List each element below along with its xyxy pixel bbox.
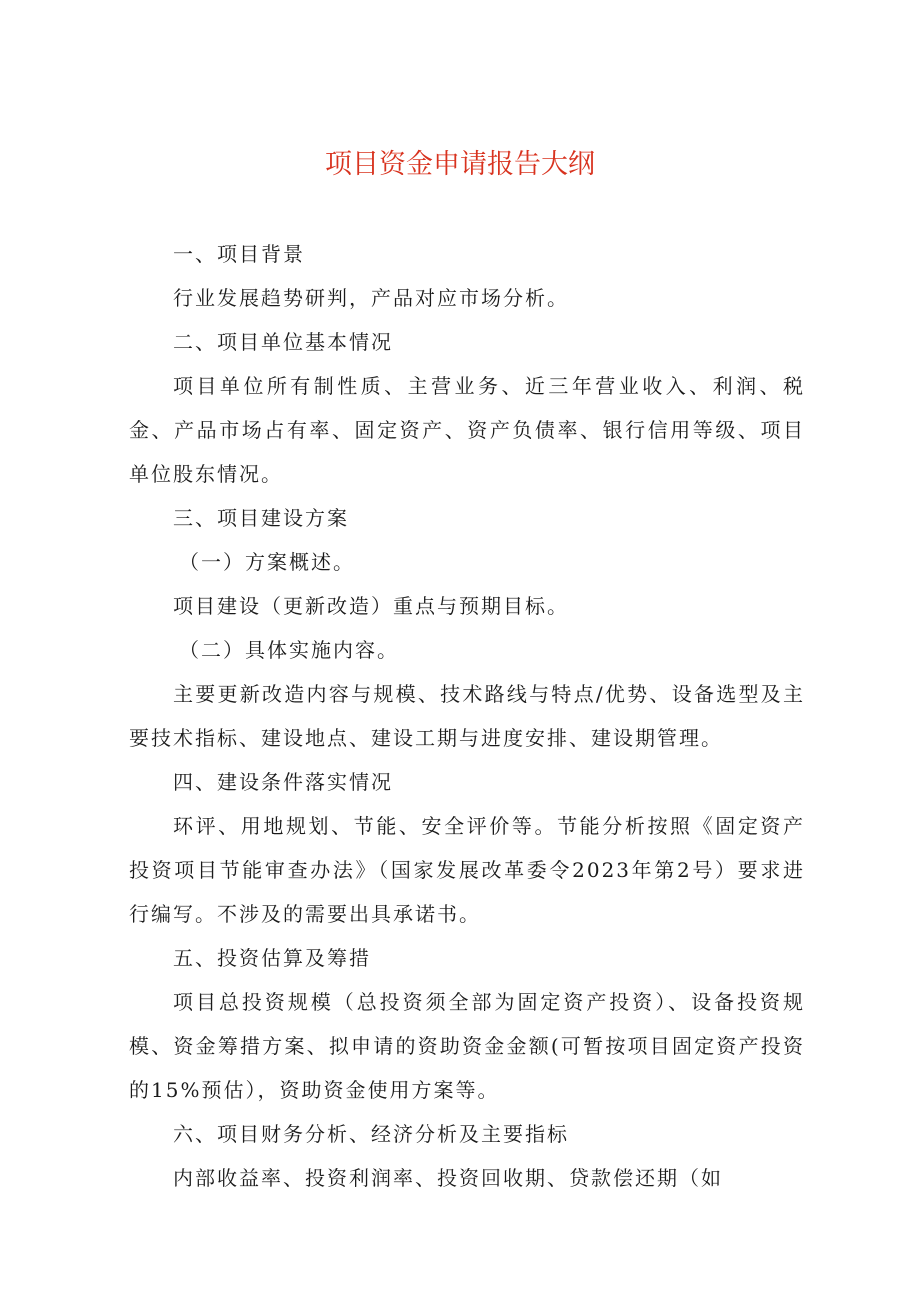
- subsection-text-3-1: 项目建设（更新改造）重点与预期目标。: [173, 594, 569, 618]
- section-text-2: 项目单位所有制性质、主营业务、近三年营业收入、利润、税金、产品市场占有率、固定资产、资产负债率、银行信用等级、项目单位股东情况。: [129, 374, 805, 486]
- section-text-5: 项目总投资规模（总投资须全部为固定资产投资）、设备投资规模、资金筹措方案、拟申请的资助资金金额(可暂按项目固定资产投资的15%预估），资助资金使用方案等。: [129, 990, 805, 1102]
- section-text-4: 环评、用地规划、节能、安全评价等。节能分析按照《固定资产投资项目节能审查办法》（国家发展改革委令2023年第2号）要求进行编写。不涉及的需要出具承诺书。: [129, 814, 805, 926]
- section-text-1: 行业发展趋势研判，产品对应市场分析。: [173, 286, 569, 310]
- section-heading-5: 五、投资估算及筹措: [173, 946, 371, 970]
- document-title: 项目资金申请报告大纲: [325, 149, 595, 180]
- section-heading-2: 二、项目单位基本情况: [173, 330, 393, 354]
- section-heading-6: 六、项目财务分析、经济分析及主要指标: [173, 1122, 569, 1146]
- section-heading-4: 四、建设条件落实情况: [173, 770, 393, 794]
- document-body: [129, 232, 805, 1200]
- section-heading-1: 一、项目背景: [173, 242, 305, 266]
- subsection-heading-3-2: （二）具体实施内容。: [179, 638, 399, 662]
- section-text-6: 内部收益率、投资利润率、投资回收期、贷款偿还期（如: [173, 1166, 723, 1190]
- section-heading-3: 三、项目建设方案: [173, 506, 349, 530]
- subsection-heading-3-1: （一）方案概述。: [179, 550, 355, 574]
- subsection-text-3-2: 主要更新改造内容与规模、技术路线与特点/优势、设备选型及主要技术指标、建设地点、建设工期与进度安排、建设期管理。: [129, 682, 805, 750]
